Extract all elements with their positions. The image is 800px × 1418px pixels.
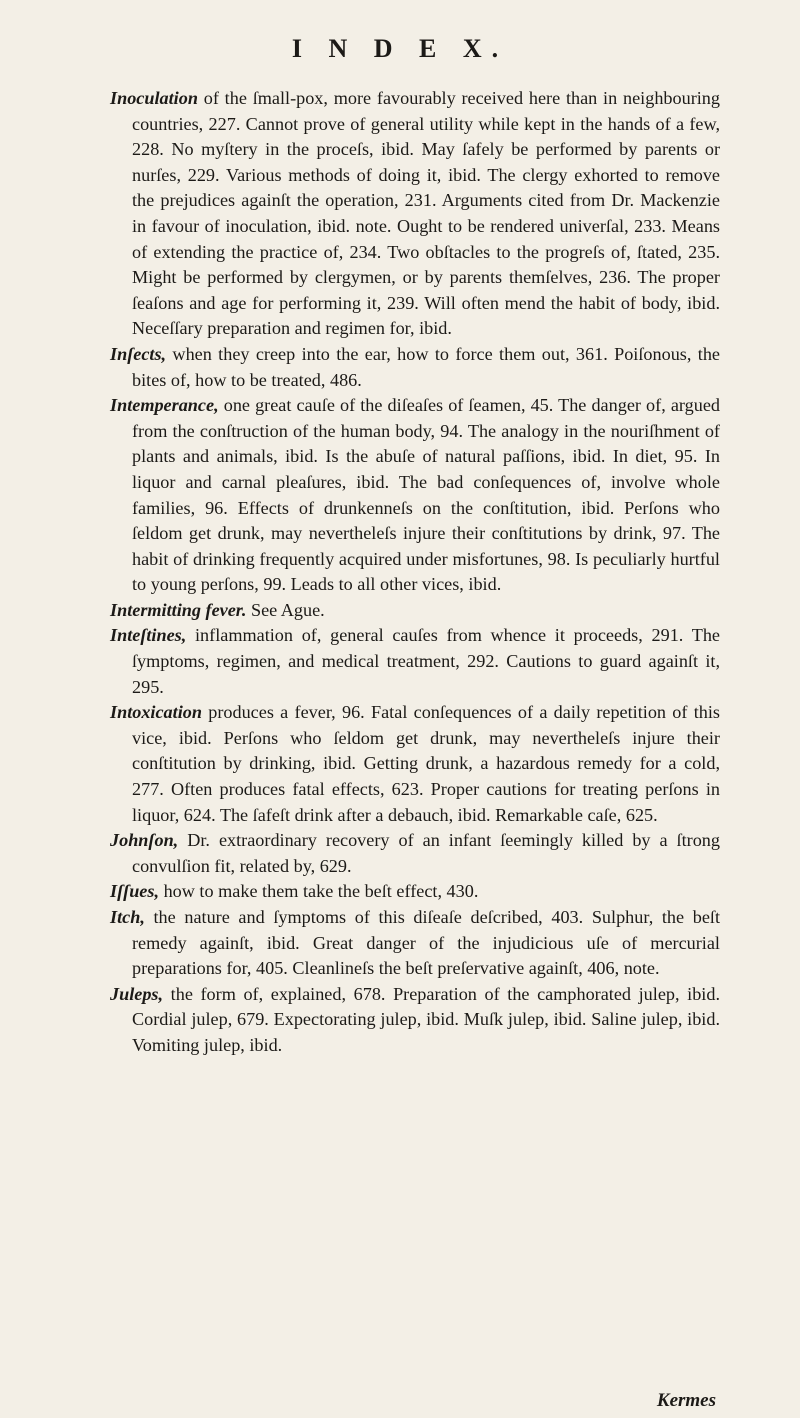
index-entry bbox=[110, 342, 720, 393]
entry-headword: Inteſtines, bbox=[110, 625, 187, 646]
entry-text: Dr. extraordinary recovery of an infant ſeemingly killed by a ſtrong convulſion fit, related by, 629. bbox=[132, 830, 720, 876]
entry-headword: Iſſues, bbox=[110, 881, 160, 902]
entry-headword: Inoculation bbox=[110, 88, 198, 108]
entry-text: when they creep into the ear, how to force them out, 361. Poiſonous, the bites of, how to be treated, 486. bbox=[132, 343, 720, 390]
entry-headword: Intoxication bbox=[110, 702, 202, 723]
entry-headword: Inſects, bbox=[110, 343, 167, 364]
entry-text: of the ſmall-pox, more favourably received here than in neighbouring countries, 227. Cannot prove of general utility while kept in the hands of a few, 228. No myſtery in the proceſs, ibid. May ſafely be performed by parents or nurſes, 229. Various methods of doing it, ibid. The clergy exhorted to remove the prejudices againſt the operation, 231. Arguments cited from Dr. Mackenzie in favour of inoculation, ibid. note. Ought to be rendered univerſal, 233. Means of extending the practice of, 234. Two obſtacles to the progreſs of, ſtated, 235. Might be performed by clergymen, or by parents themſelves, 236. The proper ſeaſons and age for performing it, 239. Will often mend the habit of body, ibid. Neceſſary preparation and regimen for, ibid. bbox=[132, 88, 720, 339]
index-entry bbox=[110, 905, 720, 982]
index-entries bbox=[110, 86, 720, 1059]
entry-text: how to make them take the beſt effect, 430. bbox=[159, 881, 479, 902]
entry-headword: Itch, bbox=[110, 907, 145, 927]
index-entry bbox=[110, 393, 720, 598]
entry-text: inflammation of, general cauſes from whence it proceeds, 291. The ſymptoms, regimen, and medical treatment, 292. Cautions to guard againſt it, 295. bbox=[132, 625, 720, 697]
index-entry bbox=[110, 982, 720, 1059]
index-entry bbox=[110, 879, 720, 905]
index-entry bbox=[110, 86, 720, 342]
index-entry bbox=[110, 623, 720, 700]
entry-text: one great cauſe of the diſeaſes of ſeamen, 45. The danger of, argued from the conſtruction of the human body, 94. The analogy in the nouriſhment of plants and animals, ibid. Is the abuſe of natural paſſions, ibid. In diet, 95. In liquor and carnal pleaſures, ibid. The bad conſequences of, involve whole families, 96. Effects of drunkenneſs on the conſtitution, ibid. Perſons who ſeldom get drunk, may nevertheleſs injure their conſtitutions by drink, 97. The habit of drinking frequently acquired under misfortunes, 98. Is peculiarly hurtful to young perſons, 99. Leads to all other vices, ibid. bbox=[132, 395, 720, 595]
entry-text: produces a fever, 96. Fatal conſequences of a daily repetition of this vice, ibid. Perſons who ſeldom get drunk, may nevertheleſs injure their conſtitution by drinking, ibid. Getting drunk, a hazardous remedy for a cold, 277. Often produces fatal effects, 623. Proper cautions for treating perſons in liquor, 624. The ſafeſt drink after a debauch, ibid. Remarkable caſe, 625. bbox=[132, 702, 720, 825]
index-entry bbox=[110, 598, 720, 624]
entry-text: See Ague. bbox=[246, 599, 325, 620]
index-entry bbox=[110, 828, 720, 879]
entry-text: the form of, explained, 678. Preparation of the camphorated julep, ibid. Cordial julep, 679. Expectorating julep, ibid. Muſk julep, ibid. Saline julep, ibid. Vomiting julep, ibid. bbox=[132, 983, 720, 1055]
entry-headword: Juleps, bbox=[110, 983, 164, 1004]
entry-text: the nature and ſymptoms of this diſeaſe deſcribed, 403. Sulphur, the beſt remedy againſt, ibid. Great danger of the injudicious uſe of mercurial preparations for, 405. Cleanlineſs the beſt preſervative againſt, 406, note. bbox=[132, 907, 720, 979]
entry-headword: Intermitting fever. bbox=[110, 599, 247, 620]
page-header: I N D E X. bbox=[291, 34, 509, 63]
catchword: Kermes bbox=[656, 1390, 716, 1411]
entry-headword: Intemperance, bbox=[110, 395, 219, 416]
index-entry bbox=[110, 700, 720, 828]
entry-headword: Johnſon, bbox=[110, 830, 179, 851]
